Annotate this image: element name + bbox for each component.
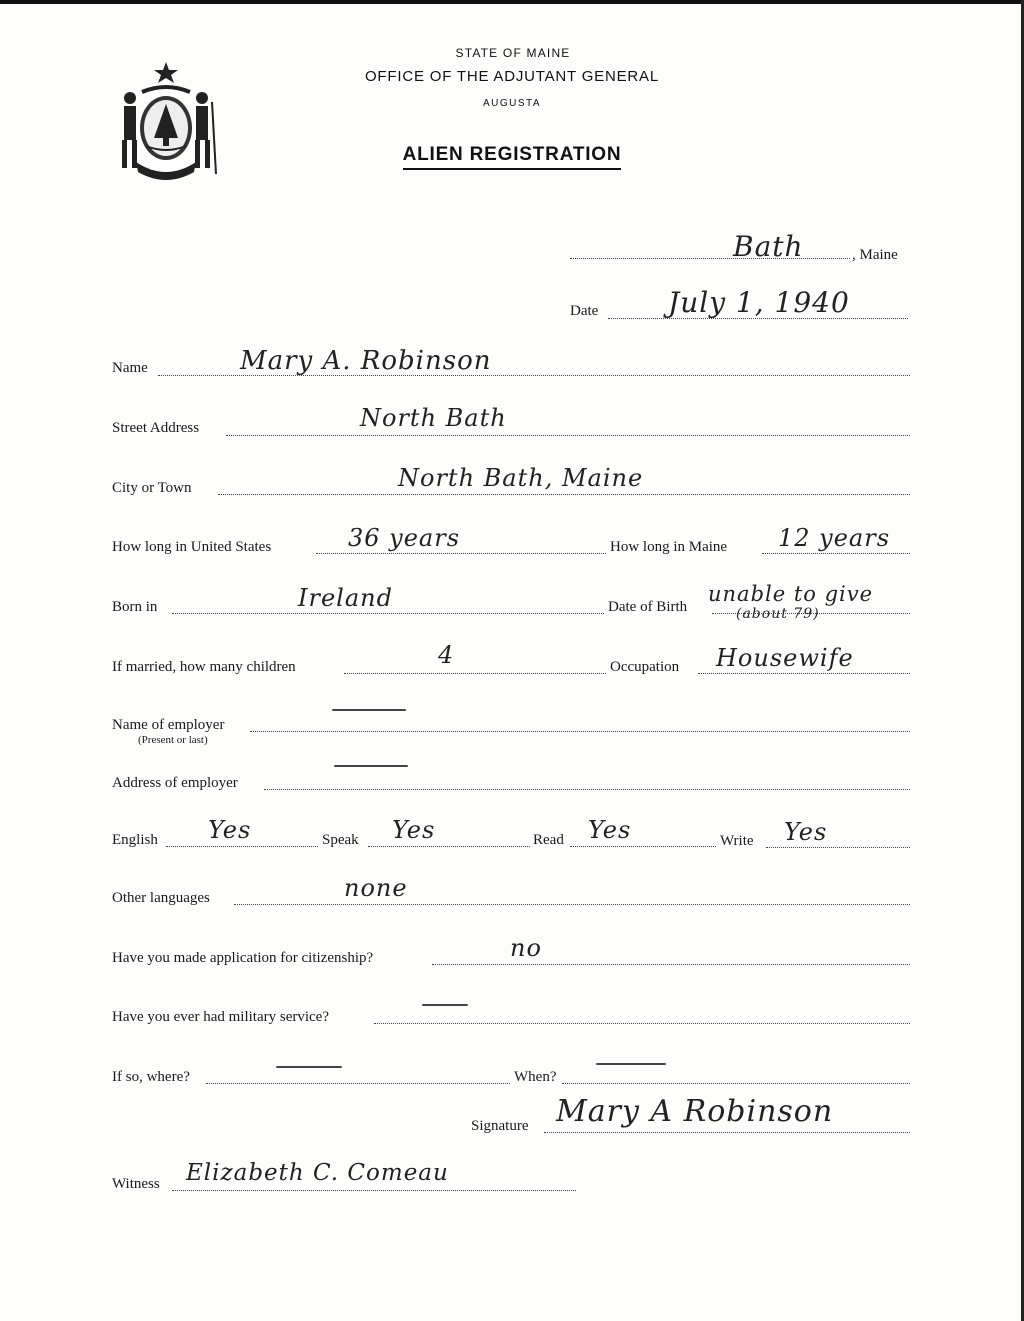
seal-scroll-text: MAINE (150, 163, 181, 172)
english-value[interactable]: Yes (208, 816, 252, 844)
employer-address-label: Address of employer (112, 775, 238, 791)
read-line (570, 846, 716, 847)
city-line (218, 494, 910, 495)
military-dash[interactable] (422, 1004, 468, 1006)
other-languages-label: Other languages (112, 890, 210, 906)
street-label: Street Address (112, 420, 200, 436)
citizenship-label: Have you made application for citizenship? (112, 950, 374, 966)
where-dash[interactable] (276, 1066, 342, 1068)
form-title (0, 144, 1024, 166)
where-line (206, 1083, 510, 1084)
write-label: Write (720, 833, 754, 849)
header-city: AUGUSTA (482, 98, 542, 109)
header-office: OFFICE OF THE ADJUTANT GENERAL (364, 68, 660, 85)
us-duration-line (316, 553, 606, 554)
citizenship-value[interactable]: no (510, 934, 542, 962)
maine-duration-value[interactable]: 12 years (778, 524, 891, 552)
other-languages-line (234, 904, 910, 905)
dob-label: Date of Birth (608, 599, 688, 615)
name-label: Name (112, 360, 148, 376)
witness-label: Witness (112, 1176, 160, 1192)
write-value[interactable]: Yes (784, 818, 828, 846)
military-line (374, 1023, 910, 1024)
employer-address-dash[interactable] (334, 765, 408, 767)
town-line (570, 258, 850, 259)
born-in-value[interactable]: Ireland (298, 584, 393, 612)
city-label: City or Town (112, 480, 192, 496)
when-label: When? (514, 1069, 557, 1085)
date-value[interactable]: July 1, 1940 (668, 286, 850, 319)
occupation-value[interactable]: Housewife (716, 644, 854, 672)
employer-name-line (250, 731, 910, 732)
speak-value[interactable]: Yes (392, 816, 436, 844)
born-in-line (172, 613, 604, 614)
date-label: Date (570, 303, 599, 319)
form-title-text: ALIEN REGISTRATION (403, 144, 622, 170)
english-line (166, 846, 318, 847)
children-line (344, 673, 606, 674)
name-value[interactable]: Mary A. Robinson (240, 346, 492, 376)
street-value[interactable]: North Bath (360, 404, 507, 432)
speak-line (368, 846, 530, 847)
us-duration-value[interactable]: 36 years (348, 524, 461, 552)
town-value[interactable]: Bath (733, 230, 804, 263)
witness-line (172, 1190, 576, 1191)
city-value[interactable]: North Bath, Maine (398, 464, 644, 492)
children-label: If married, how many children (112, 659, 296, 675)
employer-name-dash[interactable] (332, 709, 406, 711)
maine-duration-label: How long in Maine (610, 539, 728, 555)
signature-line (544, 1132, 910, 1133)
military-label: Have you ever had military service? (112, 1009, 329, 1025)
scan-border-top (0, 0, 1024, 4)
other-languages-value[interactable]: none (344, 874, 408, 902)
speak-label: Speak (322, 832, 359, 848)
when-line (562, 1083, 910, 1084)
maine-label: , Maine (852, 247, 898, 263)
born-in-label: Born in (112, 599, 158, 615)
read-value[interactable]: Yes (588, 816, 632, 844)
dob-note[interactable]: (about 79) (736, 606, 820, 622)
street-line (226, 435, 910, 436)
where-label: If so, where? (112, 1069, 190, 1085)
occupation-label: Occupation (610, 659, 680, 675)
employer-name-label: Name of employer (112, 717, 225, 733)
write-line (766, 847, 910, 848)
citizenship-line (432, 964, 910, 965)
us-duration-label: How long in United States (112, 539, 272, 555)
when-dash[interactable] (596, 1063, 666, 1065)
occupation-line (698, 673, 910, 674)
english-label: English (112, 832, 158, 848)
header-state: STATE OF MAINE (455, 46, 571, 60)
dob-value[interactable]: unable to give (708, 582, 874, 606)
employer-name-note: (Present or last) (138, 734, 208, 746)
witness-value[interactable]: Elizabeth C. Comeau (186, 1160, 449, 1186)
employer-address-line (264, 789, 910, 790)
maine-duration-line (762, 553, 910, 554)
signature-label: Signature (471, 1118, 529, 1134)
read-label: Read (533, 832, 564, 848)
children-value[interactable]: 4 (438, 641, 455, 669)
signature-value[interactable]: Mary A Robinson (556, 1094, 834, 1129)
